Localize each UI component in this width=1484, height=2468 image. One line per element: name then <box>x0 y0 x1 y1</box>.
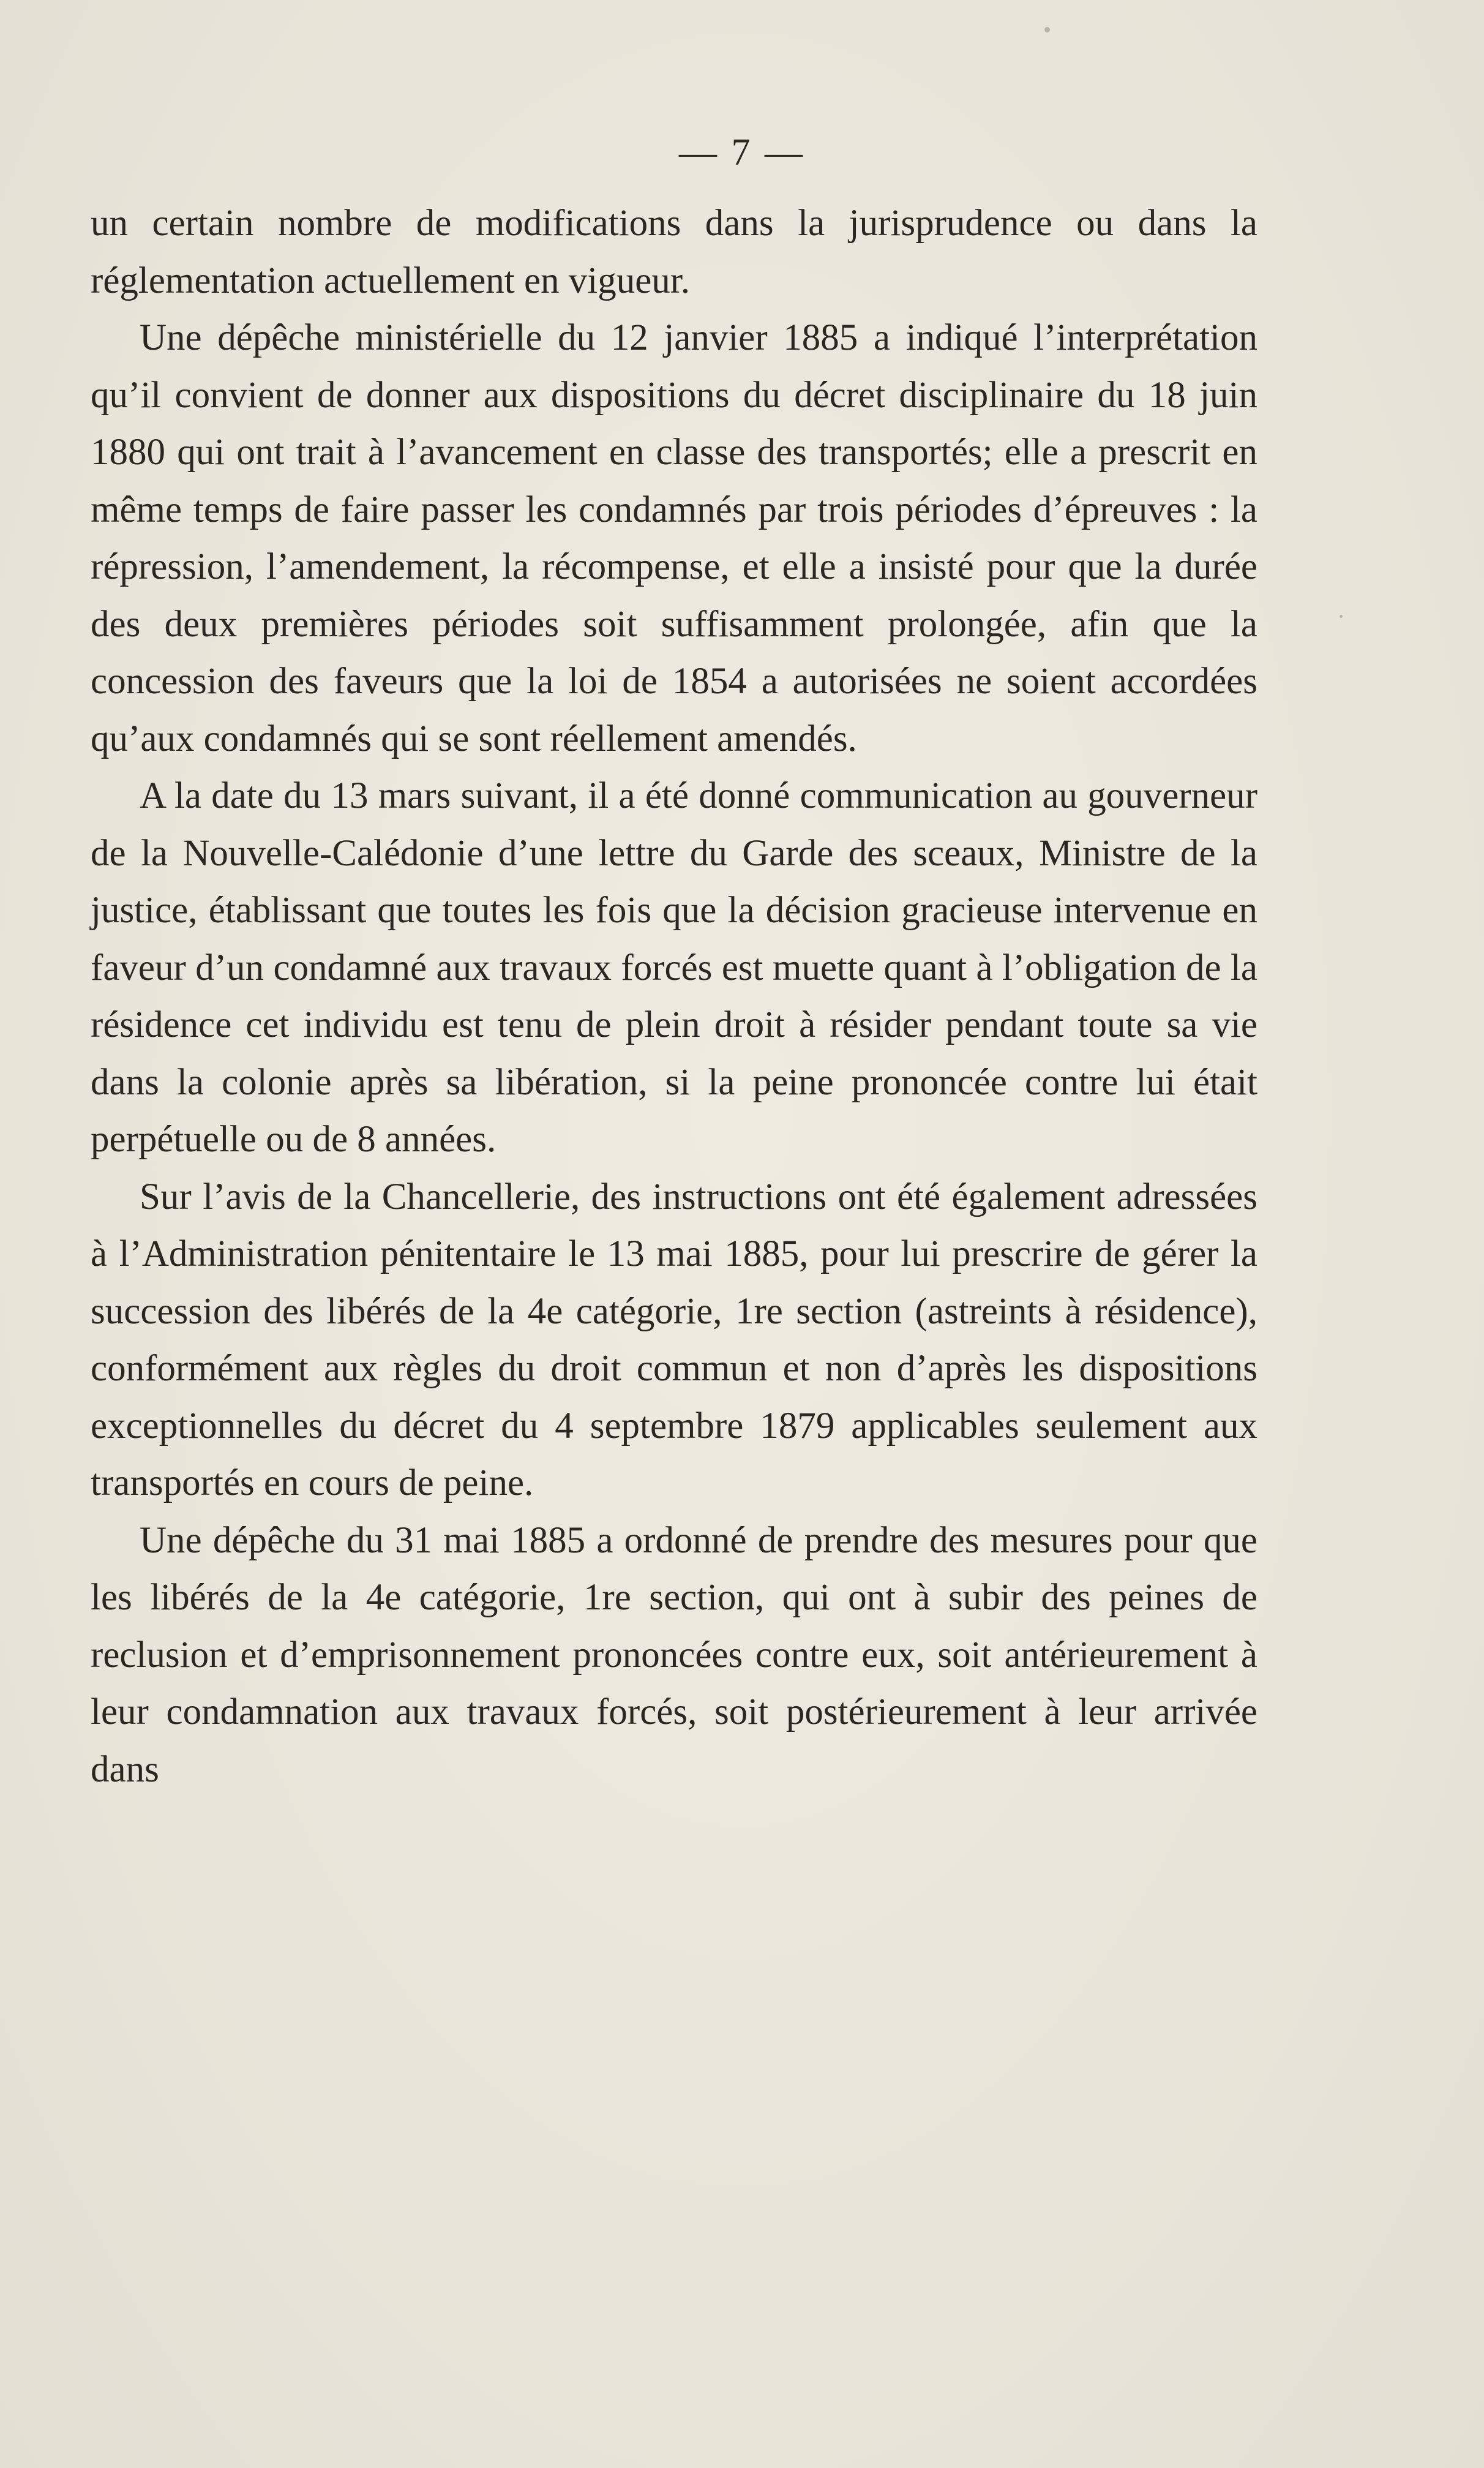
paper-speck <box>1340 615 1343 618</box>
body-text <box>91 195 1257 1798</box>
paragraph: Une dépêche ministérielle du 12 janvier 1885 a indiqué l’interprétation qu’il convient de donner aux dispositions du décret disciplinaire du 18 juin 1880 qui ont trait à l’avancement en classe des transportés; elle a prescrit en même temps de faire passer les condamnés par trois périodes d’épreuves : la répression, l’amendement, la récompense, et elle a insisté pour que la durée des deux premières périodes soit suffisamment prolongée, afin que la concession des faveurs que la loi de 1854 a autorisées ne soient accordées qu’aux condamnés qui se sont réellement amendés. <box>91 317 1257 759</box>
paragraph: Sur l’avis de la Chancellerie, des instructions ont été également adressées à l’Administration pénitentaire le 13 mai 1885, pour lui prescrire de gérer la succession des libérés de la 4e catégorie, 1re section (astreints à résidence), conformément aux règles du droit commun et non d’après les dispositions exceptionnelles du décret du 4 septembre 1879 applicables seulement aux transportés en cours de peine. <box>91 1176 1257 1503</box>
page-number: — 7 — <box>679 132 805 173</box>
paragraph: A la date du 13 mars suivant, il a été donné communication au gouverneur de la Nouvelle-Calédonie d’une lettre du Garde des sceaux, Ministre de la justice, établissant que toutes les fois que la décision gracieuse intervenue en faveur d’un condamné aux travaux forcés est muette quant à l’obligation de la résidence cet individu est tenu de plein droit à résider pendant toute sa vie dans la colonie après sa libération, si la peine prononcée contre lui était perpétuelle ou de 8 années. <box>91 775 1257 1160</box>
paragraph-continuation: un certain nombre de modifications dans la jurisprudence ou dans la réglementation actuellement en vigueur. <box>91 203 1257 301</box>
paper-speck <box>1044 27 1050 32</box>
paragraph: Une dépêche du 31 mai 1885 a ordonné de prendre des mesures pour que les libérés de la 4e catégorie, 1re section, qui ont à subir des peines de reclusion et d’emprisonnement prononcées contre eux, soit antérieurement à leur condamnation aux travaux forcés, soit postérieurement à leur arrivée dans <box>91 1519 1257 1790</box>
